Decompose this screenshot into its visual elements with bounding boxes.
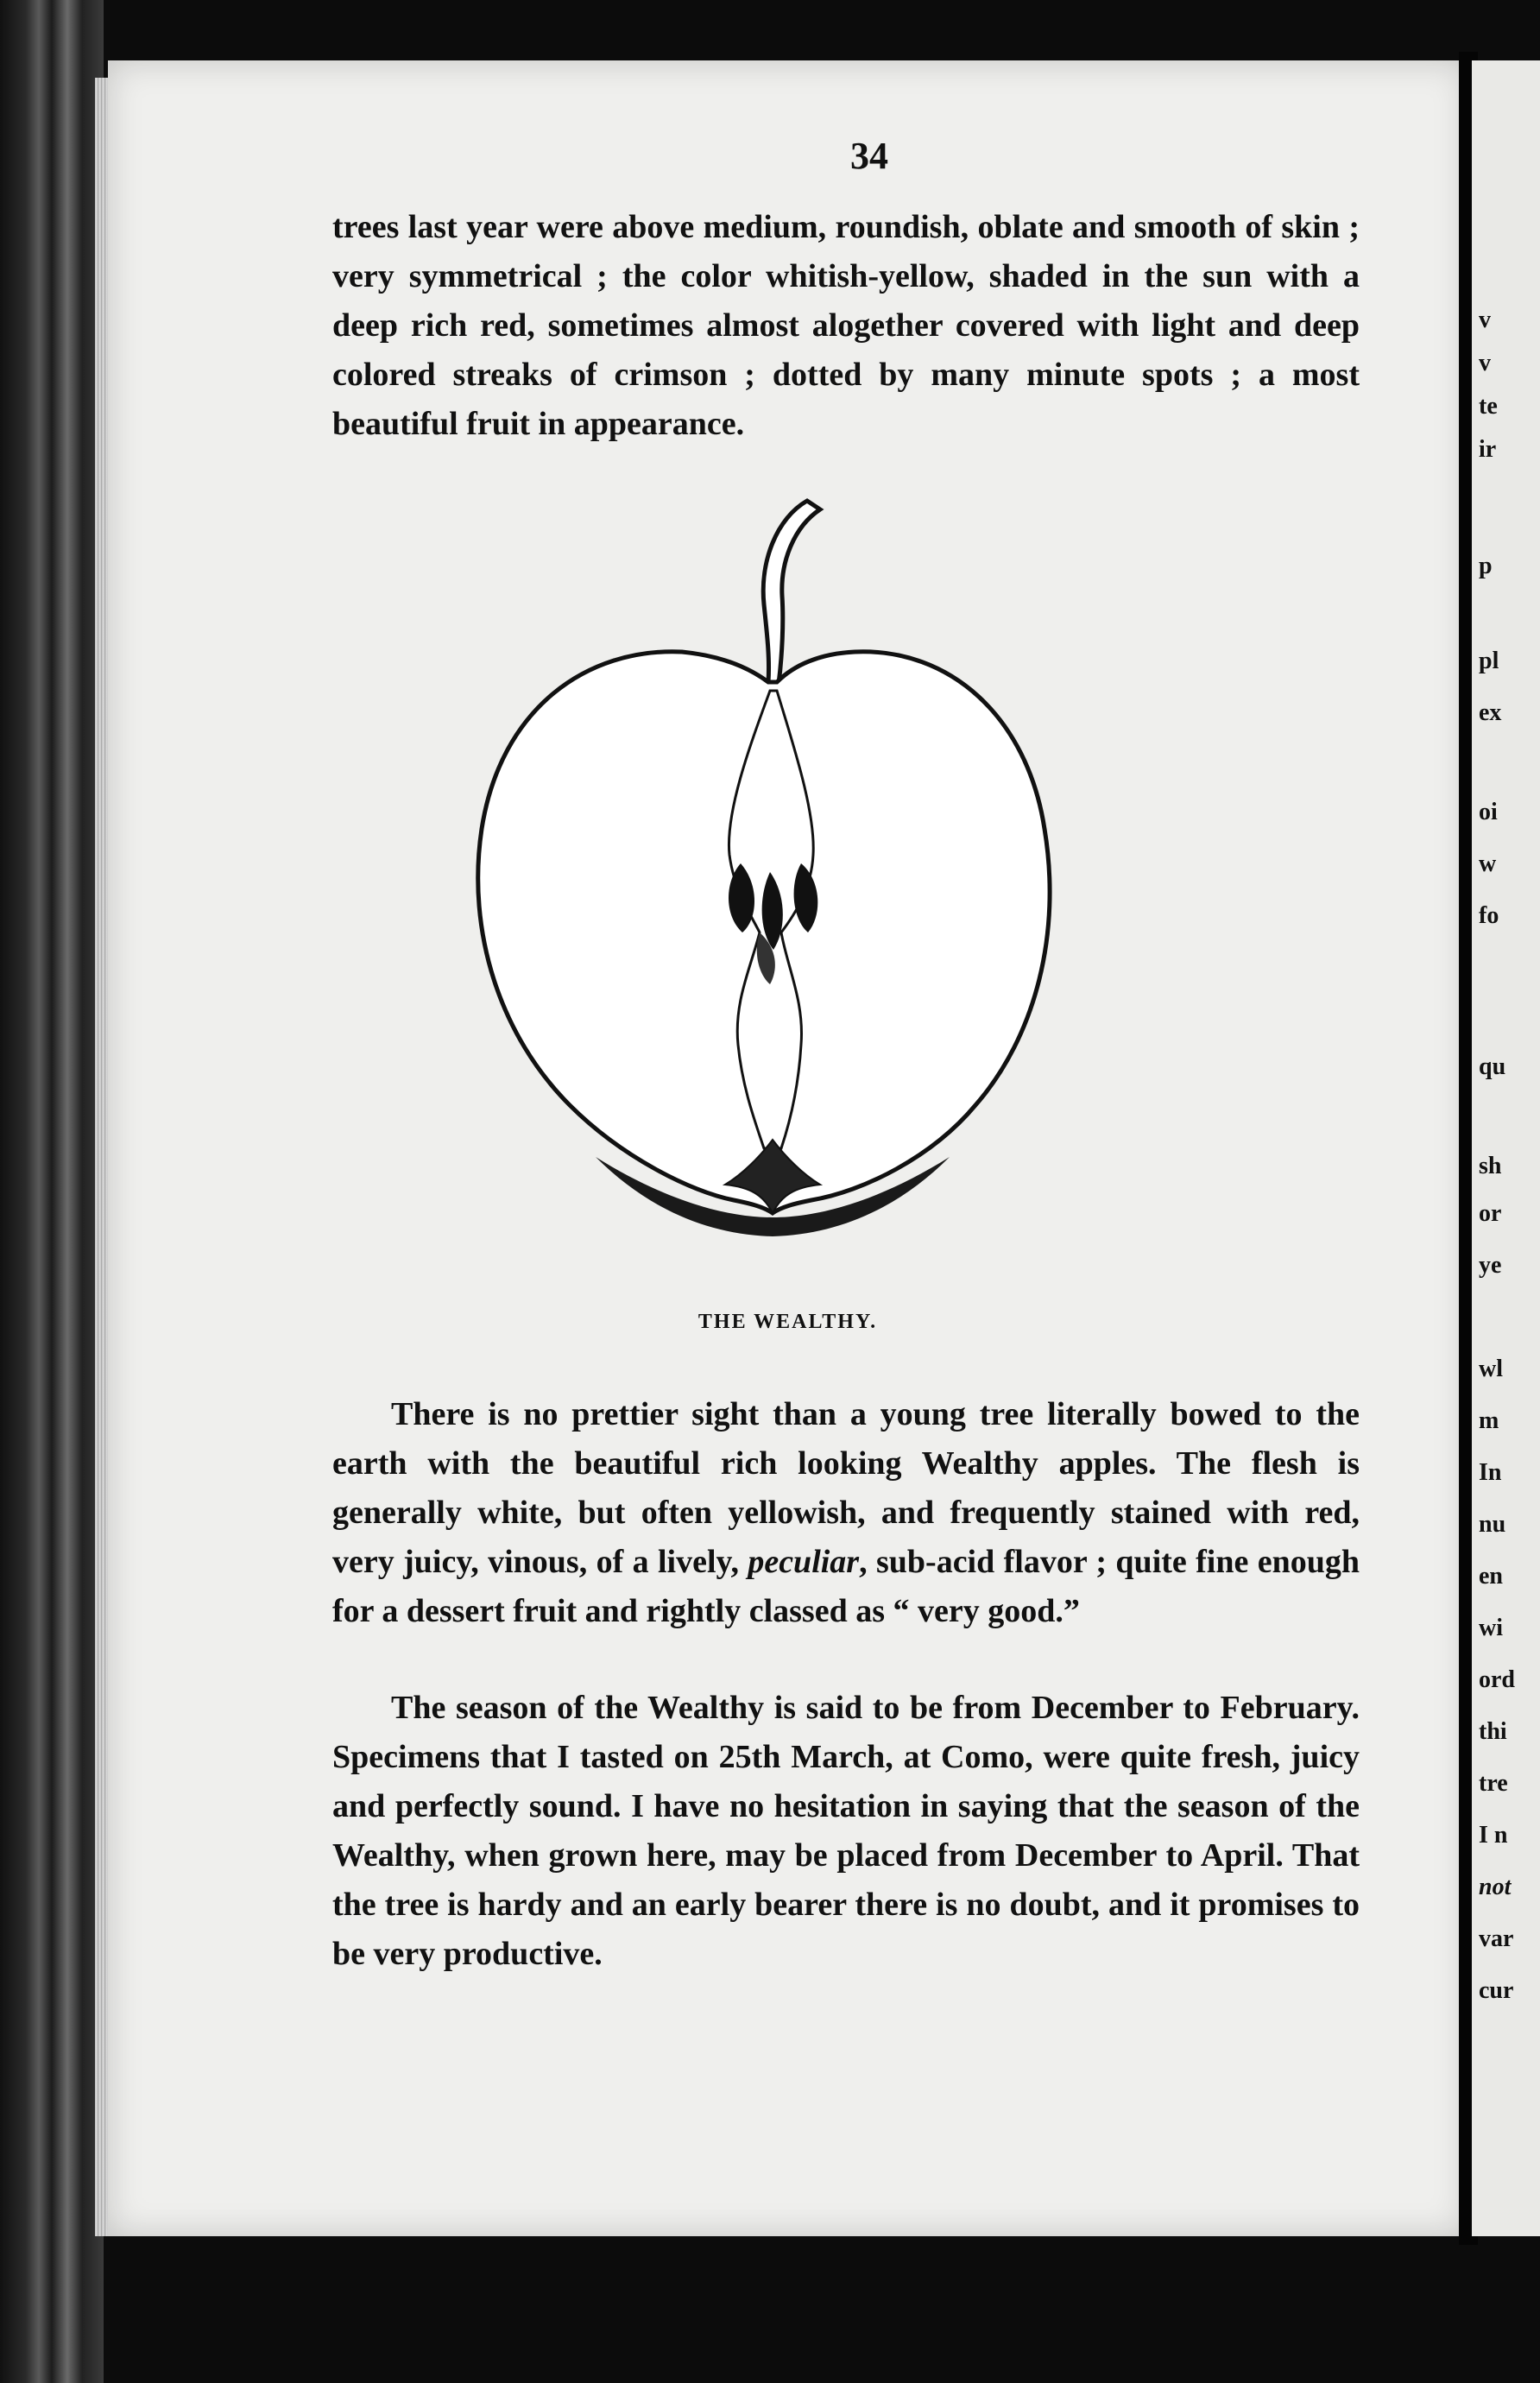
next-page-fragment: not xyxy=(1479,1874,1512,1900)
paragraph-text-a: There is no prettier sight than a young tree literally bowed to the earth with the beautiful rich looking Wealthy apples. The flesh is generally white, but often yellowish, and frequently stained with red, very juicy, vinous, of a lively, xyxy=(332,1396,1360,1580)
book-page xyxy=(108,60,1467,2236)
next-page-fragment: ord xyxy=(1479,1666,1515,1693)
next-page-fragment: I n xyxy=(1479,1822,1508,1849)
paragraph-wealthy-season: The season of the Wealthy is said to be from December to February. Specimens that I tasted on 25th March, at Como, were quite fresh, juicy and perfectly sound. I have no hesitation in saying that the season of the Wealthy, when grown here, may be placed from December to April. That the tree is hardy and an early bearer there is no doubt, and it promises to be very productive. xyxy=(332,1690,1360,1972)
next-page-fragment: thi xyxy=(1479,1718,1507,1745)
next-page-fragment: ir xyxy=(1479,436,1497,463)
next-page-fragment: fo xyxy=(1479,902,1499,929)
next-page-fragment: w xyxy=(1479,850,1497,877)
next-page-fragment: te xyxy=(1479,393,1498,420)
emphasis-peculiar: peculiar xyxy=(748,1544,860,1580)
apple-stem xyxy=(763,501,820,684)
next-page-fragment: sh xyxy=(1479,1153,1502,1179)
next-page-fragment: v xyxy=(1479,350,1491,376)
next-page-fragment: oi xyxy=(1479,799,1498,825)
next-page-edge xyxy=(1472,60,1540,2236)
next-page-fragment: var xyxy=(1479,1925,1514,1952)
next-page-fragment: p xyxy=(1479,553,1493,579)
next-page-fragment: or xyxy=(1479,1200,1502,1227)
paragraph-continuation: trees last year were above medium, roundish, oblate and smooth of skin ; very symmetrical ; the color whitish-yellow, shaded in the sun with a deep rich red, sometimes almost alogether covered with light and deep colored streaks of crimson ; dotted by many minute spots ; a most beautiful fruit in appearance. xyxy=(332,209,1360,442)
page-number: 34 xyxy=(850,135,888,177)
next-page-fragment: m xyxy=(1479,1407,1499,1434)
next-page-fragment: nu xyxy=(1479,1511,1506,1538)
next-page-fragment: wl xyxy=(1479,1356,1503,1382)
next-page-fragment: qu xyxy=(1479,1053,1506,1080)
paragraph-wealthy-description xyxy=(332,1390,1360,1636)
next-page-fragment: In xyxy=(1479,1459,1502,1486)
next-page-fragment: tre xyxy=(1479,1770,1508,1797)
next-page-fragment: v xyxy=(1479,307,1491,333)
paragraph-text-b: , sub-acid flavor ; quite fine enough for a dessert fruit and rightly classed as “ very good.” xyxy=(332,1544,1360,1629)
apple-cross-section-illustration xyxy=(466,484,1053,1286)
next-page-fragment: ex xyxy=(1479,699,1502,726)
next-page-fragment: en xyxy=(1479,1563,1503,1590)
next-page-fragment: wi xyxy=(1479,1615,1503,1641)
next-page-fragment: cur xyxy=(1479,1977,1514,2004)
figure-caption: THE WEALTHY. xyxy=(697,1311,878,1333)
next-page-fragment: pl xyxy=(1479,648,1499,674)
next-page-fragment: ye xyxy=(1479,1252,1502,1279)
book-spine xyxy=(0,0,104,2383)
